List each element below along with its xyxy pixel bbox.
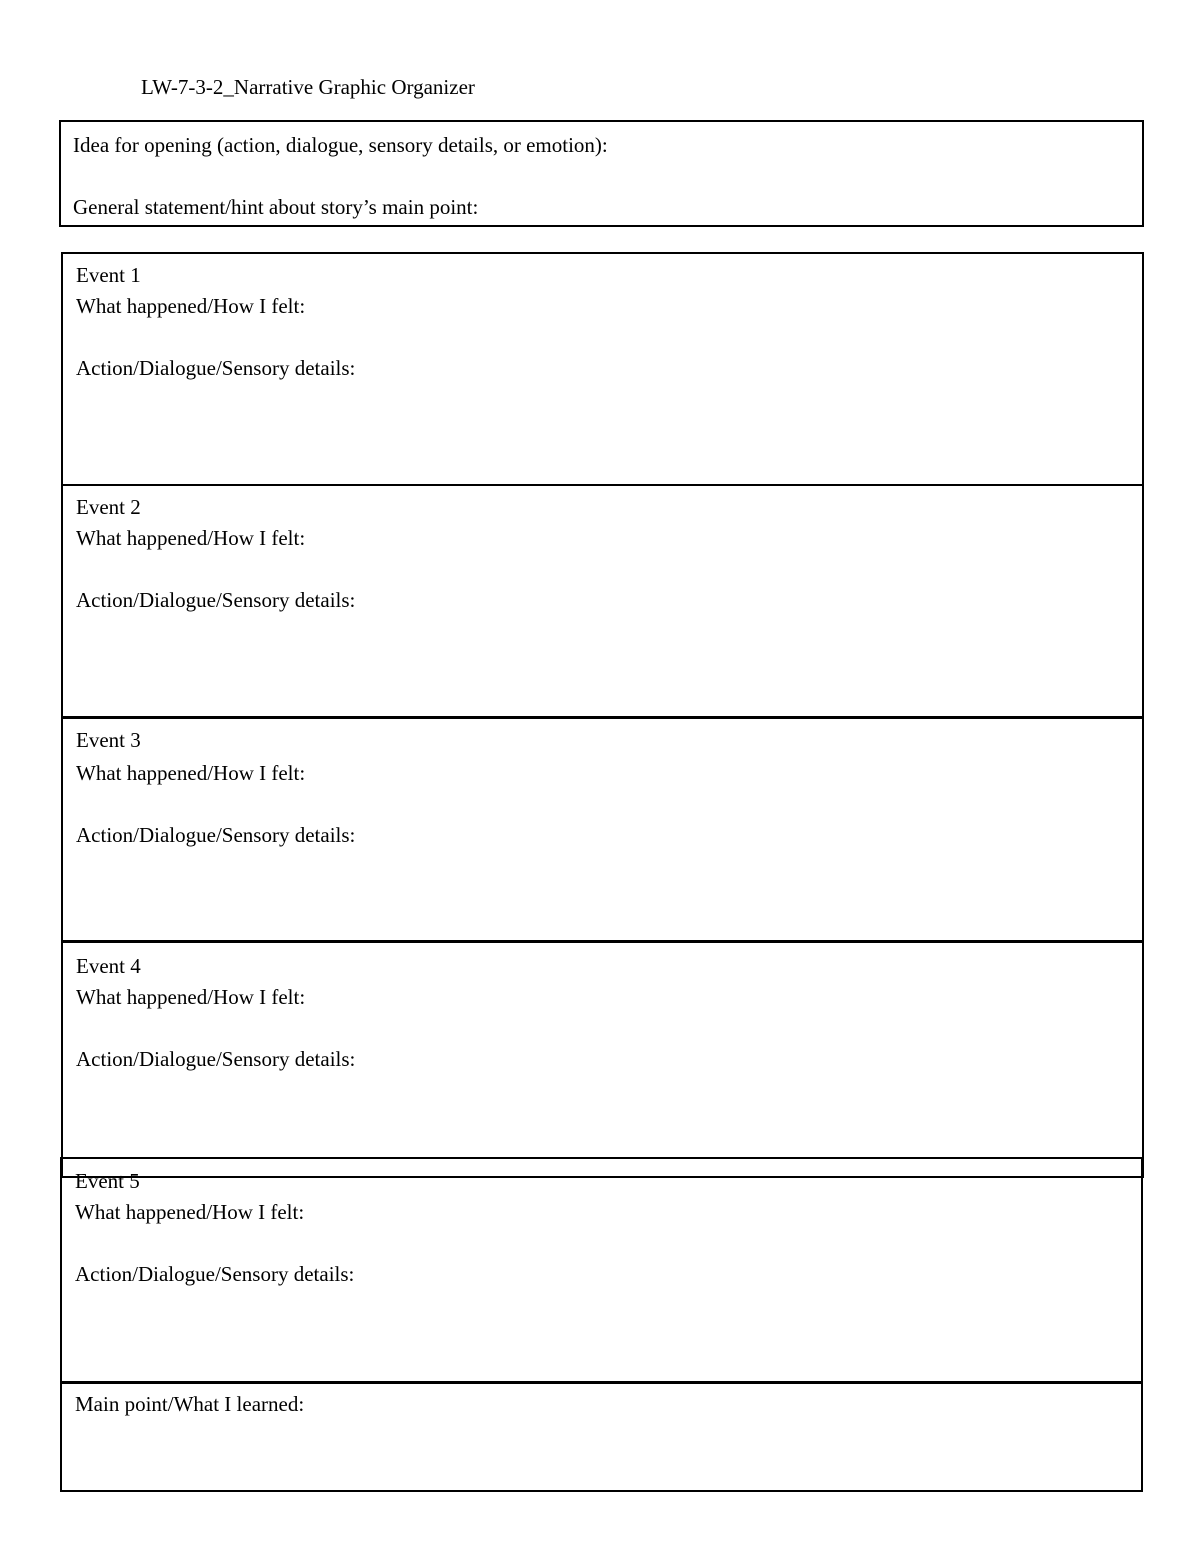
opening-box — [59, 120, 1144, 227]
conclusion-box — [60, 1381, 1143, 1492]
event-box-3 — [61, 716, 1144, 943]
opening-general-prompt: General statement/hint about story’s main point: — [73, 195, 479, 219]
conclusion-prompt: Main point/What I learned: — [75, 1392, 305, 1416]
event-label: Event 5 — [75, 1169, 140, 1193]
event-what-happened-prompt: What happened/How I felt: — [76, 294, 306, 318]
event-details-prompt: Action/Dialogue/Sensory details: — [75, 1262, 355, 1286]
event-box-2 — [61, 484, 1144, 719]
event-box-1 — [61, 252, 1144, 486]
event-label: Event 4 — [76, 954, 141, 978]
event-label: Event 1 — [76, 263, 141, 287]
event-label: Event 3 — [76, 728, 141, 752]
event-details-prompt: Action/Dialogue/Sensory details: — [76, 356, 356, 380]
event-what-happened-prompt: What happened/How I felt: — [76, 985, 306, 1009]
event-details-prompt: Action/Dialogue/Sensory details: — [76, 823, 356, 847]
opening-idea-prompt: Idea for opening (action, dialogue, sensory details, or emotion): — [73, 133, 608, 157]
event-what-happened-prompt: What happened/How I felt: — [76, 526, 306, 550]
event-what-happened-prompt: What happened/How I felt: — [76, 761, 306, 785]
event-what-happened-prompt: What happened/How I felt: — [75, 1200, 305, 1224]
event-details-prompt: Action/Dialogue/Sensory details: — [76, 588, 356, 612]
event-box-4 — [61, 940, 1144, 1178]
document-title: LW-7-3-2_Narrative Graphic Organizer — [141, 75, 475, 99]
event-details-prompt: Action/Dialogue/Sensory details: — [76, 1047, 356, 1071]
event-label: Event 2 — [76, 495, 141, 519]
event-box-5 — [60, 1157, 1143, 1384]
